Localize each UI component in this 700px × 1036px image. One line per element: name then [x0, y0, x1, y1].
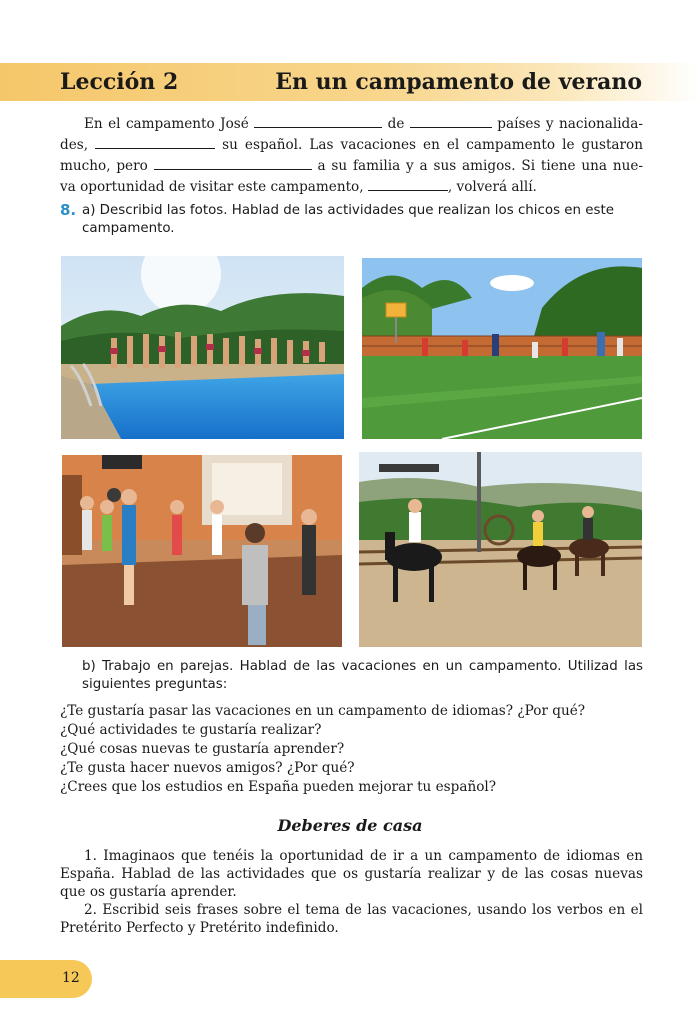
blank-field — [368, 177, 448, 191]
question-item: ¿Te gustaría pasar las vacaciones en un campamento de idiomas? ¿Por qué? — [60, 703, 586, 719]
intro-text: mucho, pero — [60, 158, 148, 174]
homework-title: Deberes de casa — [277, 816, 423, 835]
task-part-b: b) Trabajo en parejas. Hablad de las vacaciones en un campamento. Utilizad las siguientes preguntas: — [82, 659, 643, 692]
intro-text: de — [387, 116, 405, 132]
dance-photo — [62, 455, 342, 647]
homework-item: 1. Imaginaos que tenéis la oportunidad de ir a un campamento de idiomas en España. Hablad de las actividades que os gustaría realizar y de las cosas nuevas que os gustaría aprender. — [60, 848, 643, 900]
intro-text: a su familia y a sus amigos. Si tiene una nue- — [317, 158, 643, 174]
intro-text: des, — [60, 137, 89, 153]
homework-item: 2. Escribid seis frases sobre el tema de las vacaciones, usando los verbos en el Pretérito Perfecto y Pretérito indefinido. — [60, 902, 643, 936]
question-item: ¿Qué actividades te gustaría realizar? — [60, 722, 322, 738]
task-part-a: a) Describid las fotos. Hablad de las actividades que realizan los chicos en este campamento. — [82, 203, 614, 236]
lesson-title: En un campamento de verano — [275, 69, 642, 95]
blank-field — [254, 114, 382, 128]
blank-field — [410, 114, 492, 128]
intro-paragraph — [60, 114, 643, 198]
intro-text: va oportunidad de visitar este campamento, — [60, 179, 364, 195]
question-item: ¿Qué cosas nuevas te gustaría aprender? — [60, 741, 345, 757]
intro-text: países y nacionalida- — [497, 116, 643, 132]
questions-list — [60, 702, 643, 797]
task-number: 8. — [60, 201, 77, 219]
intro-text: En el campamento José — [84, 116, 249, 132]
page-number: 12 — [62, 970, 80, 986]
pool-photo — [61, 256, 344, 439]
football-photo — [362, 258, 642, 439]
question-item: ¿Te gusta hacer nuevos amigos? ¿Por qué? — [60, 760, 355, 776]
lesson-label: Lección 2 — [60, 69, 179, 95]
blank-field — [95, 135, 215, 149]
homework-section — [60, 847, 643, 937]
question-item: ¿Crees que los estudios en España pueden mejorar tu español? — [60, 779, 497, 795]
intro-text: , volverá allí. — [447, 179, 537, 195]
horse-photo — [359, 452, 642, 647]
intro-text: su español. Las vacaciones en el campamento le gustaron — [222, 137, 643, 153]
blank-field — [154, 156, 312, 170]
